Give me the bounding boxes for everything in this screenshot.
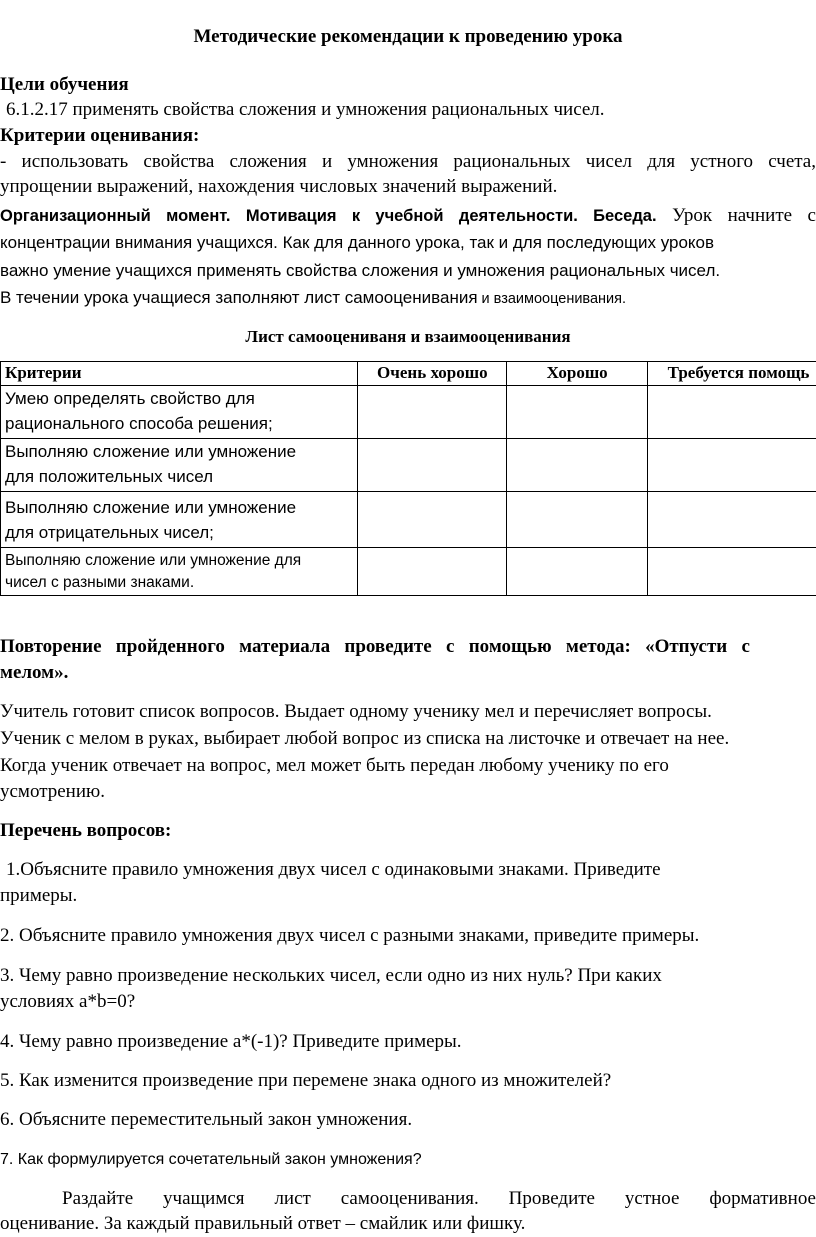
question-7: 7. Как формулируется сочетательный закон умножения?	[0, 1151, 422, 1168]
good-cell[interactable]	[507, 492, 648, 548]
criterion-cell	[1, 386, 358, 439]
good-cell[interactable]	[507, 439, 648, 492]
goals-heading: Цели обучения	[0, 74, 129, 95]
question-5: 5. Как изменится произведение при перемене знака одного из множителей?	[0, 1070, 612, 1091]
method-line-1: Учитель готовит список вопросов. Выдает одному ученику мел и перечисляет вопросы.	[0, 701, 712, 722]
repeat-heading-line-1: Повторение пройденного материала проведите с помощью метода: «Отпусти с	[0, 636, 750, 657]
final-line-1: Раздайте учащимся лист самооценивания. Проведите устное формативное	[62, 1188, 816, 1209]
header-very-good: Очень хорошо	[358, 362, 507, 386]
criterion-cell	[1, 492, 358, 548]
criterion-line: чисел с разными знаками.	[5, 574, 195, 591]
org-line-4	[0, 288, 626, 308]
goal-text: 6.1.2.17 применять свойства сложения и умножения рациональных чисел.	[6, 99, 605, 120]
header-criteria: Критерии	[1, 362, 358, 386]
criteria-heading: Критерии оценивания:	[0, 125, 200, 146]
header-need-help: Требуется помощь	[648, 362, 816, 386]
org-rest: Урок начните с	[672, 205, 816, 226]
criterion-line: Умею определять свойство для	[5, 389, 255, 408]
need-help-cell[interactable]	[648, 386, 816, 439]
org-line-1	[0, 205, 816, 227]
org-line-4a: В течении урока учащиеся заполняют лист самооценивания	[0, 288, 478, 307]
question-1-line-2: примеры.	[0, 885, 78, 906]
question-6: 6. Объясните переместительный закон умножения.	[0, 1109, 413, 1130]
criteria-line-1: - использовать свойства сложения и умножения рациональных чисел для устного счета,	[0, 151, 816, 172]
criterion-line: Выполняю сложение или умножение	[5, 498, 297, 517]
org-line-3: важно умение учащихся применять свойства сложения и умножения рациональных чисел.	[0, 261, 721, 280]
questions-heading: Перечень вопросов:	[0, 820, 172, 841]
very-good-cell[interactable]	[358, 386, 507, 439]
criterion-line: Выполняю сложение или умножение	[5, 442, 297, 461]
criterion-line: для отрицательных чисел;	[5, 523, 214, 542]
need-help-cell[interactable]	[648, 439, 816, 492]
very-good-cell[interactable]	[358, 492, 507, 548]
question-1-line-1: 1.Объясните правило умножения двух чисел с одинаковыми знаками. Приведите	[6, 859, 661, 880]
very-good-cell[interactable]	[358, 548, 507, 596]
page-title: Методические рекомендации к проведению урока	[193, 26, 623, 47]
header-good: Хорошо	[507, 362, 648, 386]
repeat-heading-line-2: мелом».	[0, 662, 69, 683]
criterion-line: Выполняю сложение или умножение для	[5, 552, 302, 569]
criteria-line-2: упрощении выражений, нахождения числовых значений выражений.	[0, 176, 558, 197]
final-line-2: оценивание. За каждый правильный ответ – смайлик или фишку.	[0, 1213, 526, 1234]
method-line-3: Когда ученик отвечает на вопрос, мел может быть передан любому ученику по его	[0, 755, 669, 776]
criterion-line: для положительных чисел	[5, 467, 214, 486]
question-4: 4. Чему равно произведение а*(-1)? Приведите примеры.	[0, 1031, 462, 1052]
org-line-2: концентрации внимания учащихся. Как для данного урока, так и для последующих уроков	[0, 233, 715, 252]
table-row	[1, 386, 816, 439]
sheet-title: Лист самооцениваня и взаимооценивания	[245, 327, 571, 346]
need-help-cell[interactable]	[648, 492, 816, 548]
criterion-cell	[1, 439, 358, 492]
question-3-line-1: 3. Чему равно произведение нескольких чисел, если одно из них нуль? При каких	[0, 965, 662, 986]
criterion-line: рационального способа решения;	[5, 414, 273, 433]
org-bold: Организационный момент. Мотивация к учебной деятельности. Беседа.	[0, 207, 657, 225]
assessment-table	[0, 361, 816, 596]
very-good-cell[interactable]	[358, 439, 507, 492]
good-cell[interactable]	[507, 386, 648, 439]
table-header-row	[1, 362, 816, 386]
table-row	[1, 439, 816, 492]
good-cell[interactable]	[507, 548, 648, 596]
table-row	[1, 492, 816, 548]
question-3-line-2: условиях а*b=0?	[0, 991, 136, 1012]
question-2: 2. Объясните правило умножения двух чисел с разными знаками, приведите примеры.	[0, 925, 700, 946]
org-line-4b: и взаимооценивания.	[481, 291, 627, 307]
method-line-4: усмотрению.	[0, 781, 105, 802]
need-help-cell[interactable]	[648, 548, 816, 596]
method-line-2: Ученик с мелом в руках, выбирает любой вопрос из списка на листочке и отвечает на нее.	[0, 728, 730, 749]
table-row	[1, 548, 816, 596]
criterion-cell	[1, 548, 358, 596]
